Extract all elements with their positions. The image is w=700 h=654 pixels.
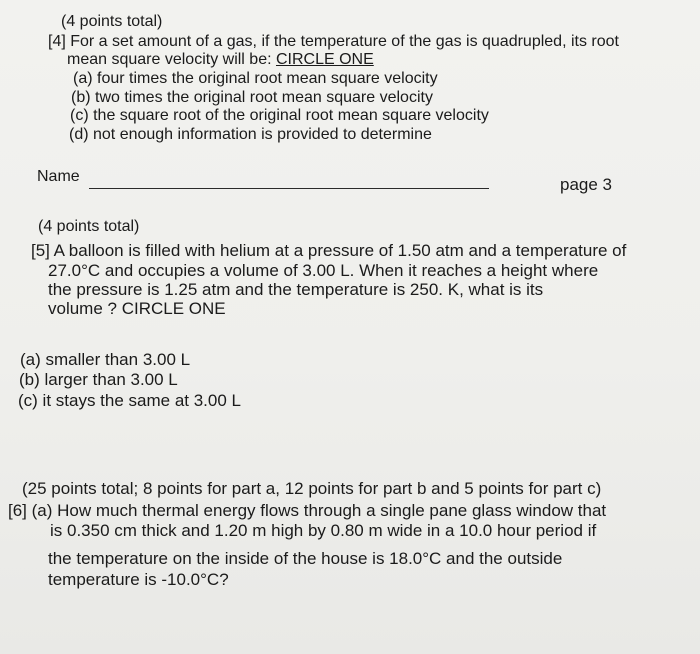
q5-option-b: (b) larger than 3.00 L <box>19 370 178 389</box>
q4-option-b: (b) two times the original root mean square velocity <box>71 89 433 106</box>
name-line <box>89 188 489 189</box>
page-number: page 3 <box>560 175 612 194</box>
q6-line-4: temperature is -10.0°C? <box>48 570 229 589</box>
q4-option-a: (a) four times the original root mean square velocity <box>73 70 438 87</box>
q4-option-c: (c) the square root of the original root mean square velocity <box>70 107 489 124</box>
q6-line-1: [6] (a) How much thermal energy flows through a single pane glass window that <box>8 501 607 520</box>
q4-circle-one: CIRCLE ONE <box>275 51 374 68</box>
q6-points: (25 points total; 8 points for part a, 12 points for part b and 5 points for part c) <box>22 479 602 498</box>
q4-line-2 <box>67 51 374 69</box>
q6-line-2: is 0.350 cm thick and 1.20 m high by 0.80 m wide in a 10.0 hour period if <box>50 521 597 540</box>
q4-line-1: [4] For a set amount of a gas, if the temperature of the gas is quadrupled, its root <box>48 33 619 50</box>
name-label: Name <box>37 168 80 185</box>
q5-option-a: (a) smaller than 3.00 L <box>20 350 191 369</box>
q5-points: (4 points total) <box>38 218 140 235</box>
q5-line-3: the pressure is 1.25 atm and the temperature is 250. K, what is its <box>48 280 544 299</box>
q5-line-1: [5] A balloon is filled with helium at a pressure of 1.50 atm and a temperature of <box>31 241 627 260</box>
q5-line-4: volume ? CIRCLE ONE <box>48 299 226 318</box>
q4-line-2-prefix: mean square velocity will be: <box>67 51 276 68</box>
q4-option-d: (d) not enough information is provided to determine <box>69 126 432 143</box>
q4-points: (4 points total) <box>61 13 163 30</box>
q6-line-3: the temperature on the inside of the house is 18.0°C and the outside <box>48 549 563 568</box>
q5-line-2: 27.0°C and occupies a volume of 3.00 L. When it reaches a height where <box>48 261 599 280</box>
q5-option-c: (c) it stays the same at 3.00 L <box>18 391 241 410</box>
